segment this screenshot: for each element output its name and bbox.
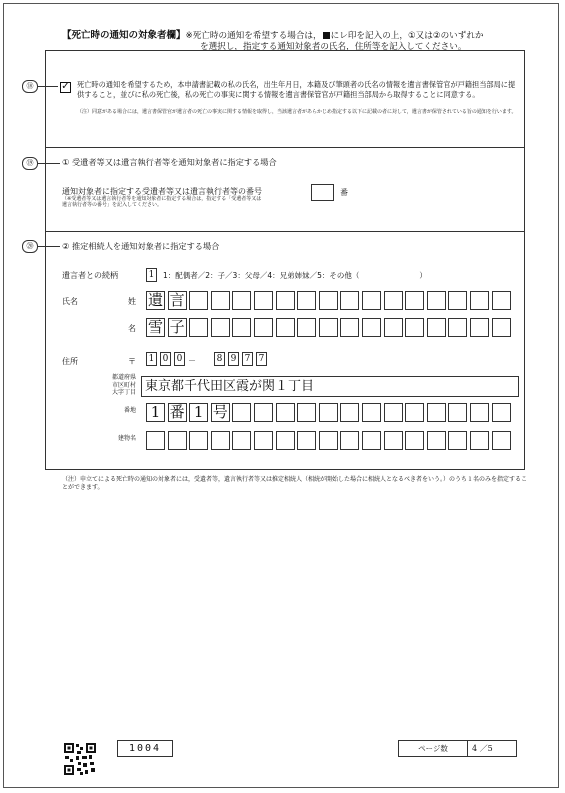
banchi-cell[interactable]: [319, 403, 338, 422]
given-name-cell[interactable]: [276, 318, 295, 337]
section-number-20: ⑳: [22, 240, 38, 253]
leader-line: [38, 86, 58, 87]
qr-code-icon: [63, 742, 97, 776]
postal-digit[interactable]: 8: [214, 352, 225, 366]
header-line1b: にレ印を記入の上，①又は②のいずれか: [330, 31, 484, 41]
banchi-cell[interactable]: [405, 403, 424, 422]
surname-cell[interactable]: [340, 291, 359, 310]
relation-input[interactable]: 1: [146, 268, 157, 282]
banchi-cell[interactable]: [384, 403, 403, 422]
building-cell[interactable]: [211, 431, 230, 450]
surname-cell[interactable]: [362, 291, 381, 310]
building-cell[interactable]: [362, 431, 381, 450]
given-name-cell[interactable]: [405, 318, 424, 337]
building-cell[interactable]: [448, 431, 467, 450]
building-cell[interactable]: [254, 431, 273, 450]
building-cell[interactable]: [232, 431, 251, 450]
surname-cell[interactable]: [405, 291, 424, 310]
given-name-cell[interactable]: [340, 318, 359, 337]
building-cell[interactable]: [405, 431, 424, 450]
banchi-cell[interactable]: 号: [212, 403, 228, 421]
given-name-cell[interactable]: 子: [169, 318, 185, 336]
surname-cell[interactable]: [297, 291, 316, 310]
section-divider: [45, 147, 525, 148]
banchi-cell[interactable]: 番: [169, 403, 185, 421]
surname-cell[interactable]: [232, 291, 251, 310]
page-count-value: 4 ／5: [468, 740, 517, 757]
notify-number-unit: 番: [340, 188, 348, 197]
given-name-cell[interactable]: 雪: [147, 318, 163, 336]
banchi-cell[interactable]: [427, 403, 446, 422]
building-cell[interactable]: [168, 431, 187, 450]
notify-number-label: 通知対象者に指定する受遺者等又は遺言執行者等の番号: [62, 187, 262, 196]
address-label: 住所: [62, 357, 78, 366]
surname-cell[interactable]: 遺: [147, 291, 163, 309]
surname-cell[interactable]: [470, 291, 489, 310]
header-title: 【死亡時の通知の対象者欄】: [62, 30, 186, 41]
banchi-cell[interactable]: [276, 403, 295, 422]
postal-digit[interactable]: 7: [242, 352, 253, 366]
postal-digit[interactable]: 7: [256, 352, 267, 366]
checkbox-sample-icon: [323, 32, 330, 39]
building-cell[interactable]: [146, 431, 165, 450]
leader-line: [38, 246, 60, 247]
surname-cell[interactable]: [211, 291, 230, 310]
surname-cell[interactable]: [254, 291, 273, 310]
given-name-cell[interactable]: [232, 318, 251, 337]
banchi-cell[interactable]: [448, 403, 467, 422]
prefecture-input[interactable]: 東京都千代田区霞が関１丁目: [141, 376, 519, 397]
header-line1: ※死亡時の通知を希望する場合は，: [185, 31, 322, 41]
notify-number-input[interactable]: [311, 184, 334, 201]
notify-number-note: （※受遺者等又は遺言執行者等を通知対象者に指定する場合は，指定する「受遺者等又は遺言執行者等の番号」を記入してください。: [62, 196, 262, 208]
section-number-18: ⑱: [22, 80, 38, 93]
building-cell[interactable]: [492, 431, 511, 450]
form-code: 1004: [117, 740, 173, 757]
building-label: 建物名: [117, 435, 136, 442]
building-cell[interactable]: [427, 431, 446, 450]
consent-text: 死亡時の通知を希望するため，本申請書記載の私の氏名，出生年月日，本籍及び筆頭者の氏名の情報を遺言書保管官が戸籍担当部局に提供すること，並びに私の死亡後，私の死亡の事実に関する情報を遺言書保管官が戸籍担当部局から取得することに同意する。: [77, 80, 516, 99]
prefecture-label: 都道府県 市区町村 大字丁目: [111, 374, 136, 396]
surname-label: 姓: [128, 297, 136, 306]
surname-cell[interactable]: [427, 291, 446, 310]
banchi-cell[interactable]: [232, 403, 251, 422]
banchi-cell[interactable]: [340, 403, 359, 422]
banchi-cell[interactable]: 1: [189, 403, 208, 422]
building-cell[interactable]: [189, 431, 208, 450]
given-name-cell[interactable]: [384, 318, 403, 337]
postal-mark: 〒: [128, 357, 136, 366]
consent-checkbox[interactable]: ✓: [61, 81, 70, 92]
given-name-cell[interactable]: [470, 318, 489, 337]
banchi-cell[interactable]: [470, 403, 489, 422]
surname-cell[interactable]: [276, 291, 295, 310]
banchi-cell[interactable]: [362, 403, 381, 422]
given-name-cell[interactable]: [319, 318, 338, 337]
header-line2: を選択し，指定する通知対象者の氏名，住所等を記入してください。: [200, 42, 467, 52]
relation-options: 1：配偶者／2：子／3：父母／4：兄弟姉妹／5：その他（ ）: [163, 271, 427, 280]
postal-digit[interactable]: 0: [160, 352, 171, 366]
name-label: 氏名: [62, 297, 78, 306]
building-cell[interactable]: [297, 431, 316, 450]
section20-heading: ② 推定相続人を通知対象者に指定する場合: [62, 241, 220, 251]
section-number-19: ⑲: [22, 157, 38, 170]
given-name-label: 名: [128, 324, 136, 333]
surname-cell[interactable]: [448, 291, 467, 310]
postal-digit[interactable]: 0: [174, 352, 185, 366]
surname-cell[interactable]: [319, 291, 338, 310]
surname-cell[interactable]: [384, 291, 403, 310]
banchi-cell[interactable]: [492, 403, 511, 422]
banchi-cell[interactable]: [254, 403, 273, 422]
banchi-cell[interactable]: [297, 403, 316, 422]
building-cell[interactable]: [384, 431, 403, 450]
page-count-label: ページ数: [398, 740, 468, 757]
given-name-cell[interactable]: [189, 318, 208, 337]
given-name-cell[interactable]: [254, 318, 273, 337]
surname-cell[interactable]: 言: [169, 291, 185, 309]
leader-line: [38, 163, 60, 164]
given-name-cell[interactable]: [362, 318, 381, 337]
banchi-cell[interactable]: 1: [146, 403, 165, 422]
postal-digit[interactable]: 1: [146, 352, 157, 366]
footer-note: （注）申立てによる死亡時の通知の対象者には，受遺者等，遺言執行者等又は推定相続人（相続が開始した場合に相続人となるべき者をいう。）のうち１名のみを指定することができます。: [62, 476, 528, 491]
consent-note: （注）同意がある場合には，遺言書保管官が遺言者の死亡の事実に関する情報を取得し，当該遺言者があらかじめ指定する以下に記載の者に対して，遺言書が保管されている旨の通知を行います。: [77, 109, 517, 115]
given-name-cell[interactable]: [448, 318, 467, 337]
postal-dash: －: [188, 356, 196, 365]
building-cell[interactable]: [470, 431, 489, 450]
given-name-cell[interactable]: [427, 318, 446, 337]
given-name-cell[interactable]: [492, 318, 511, 337]
surname-cell[interactable]: [492, 291, 511, 310]
building-cell[interactable]: [319, 431, 338, 450]
relation-label: 遺言者との続柄: [62, 271, 118, 280]
section19-heading: ① 受遺者等又は遺言執行者等を通知対象者に指定する場合: [62, 157, 277, 167]
banchi-label: 番地: [123, 407, 136, 414]
section-divider: [45, 231, 525, 232]
given-name-cell[interactable]: [211, 318, 230, 337]
surname-cell[interactable]: [189, 291, 208, 310]
building-cell[interactable]: [276, 431, 295, 450]
given-name-cell[interactable]: [297, 318, 316, 337]
building-cell[interactable]: [340, 431, 359, 450]
postal-digit[interactable]: 9: [228, 352, 239, 366]
